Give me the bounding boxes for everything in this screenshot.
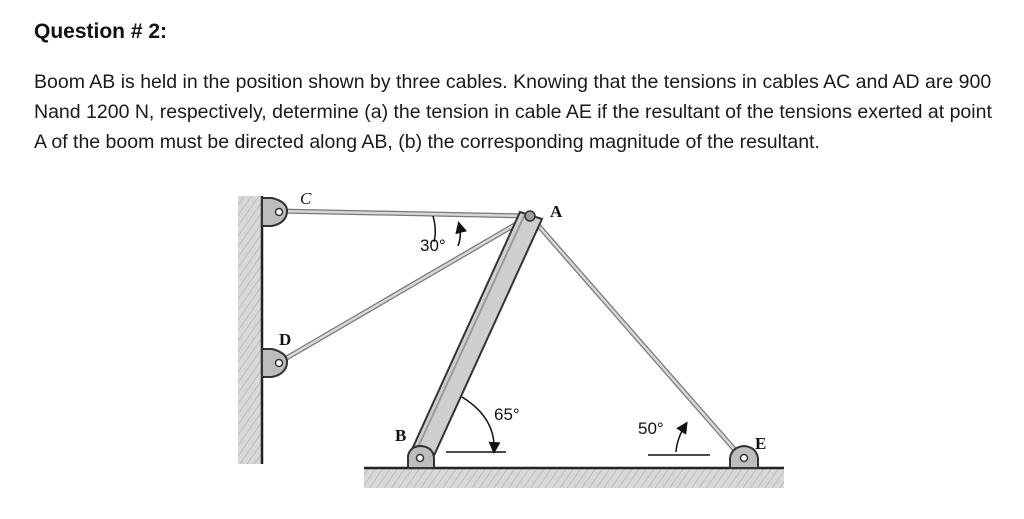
- label-e: E: [755, 434, 767, 453]
- label-b: B: [395, 426, 407, 445]
- anchor-e: [730, 446, 758, 468]
- problem-statement: Boom AB is held in the position shown by three cables. Knowing that the tensions in cables AC and AD are 900 Nand 1200 N, respectively, determine (a) the tension in cable AE if the resultant of the tensions exerted at point A of the boom must be directed along AB, (b) the corresponding magnitude of the resultant.: [34, 71, 992, 153]
- angle-label-30: 30°: [420, 236, 446, 255]
- support-b: [408, 446, 434, 468]
- label-c: C: [300, 189, 312, 208]
- label-a: A: [550, 202, 563, 221]
- pin-a: [525, 211, 535, 221]
- angle-label-50: 50°: [638, 419, 664, 438]
- ground: [364, 468, 784, 488]
- cable-ae: [530, 216, 742, 458]
- question-heading: Question # 2:: [34, 20, 168, 43]
- bracket-c: [262, 198, 287, 226]
- wall: [238, 196, 262, 464]
- angle-label-65: 65°: [494, 405, 520, 424]
- cable-ac: [278, 211, 530, 216]
- label-d: D: [279, 330, 292, 349]
- bracket-d: [262, 349, 287, 377]
